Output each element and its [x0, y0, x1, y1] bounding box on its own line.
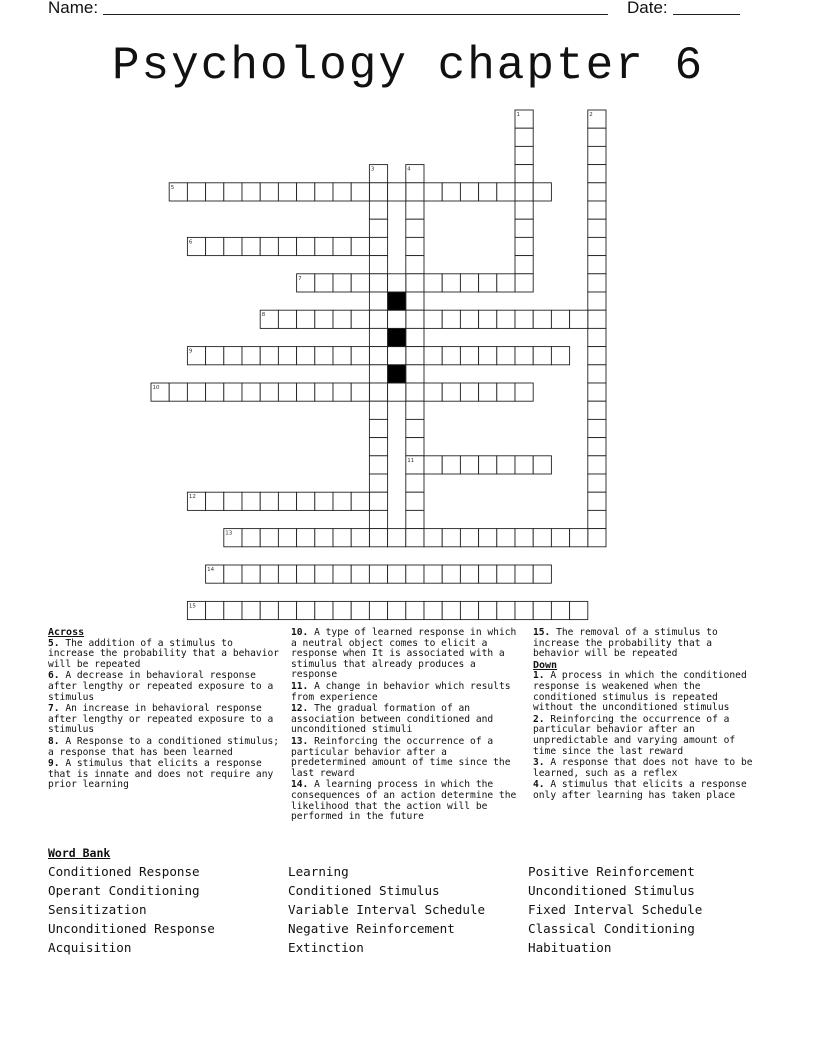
grid-cell[interactable] [260, 565, 278, 583]
name-label: Name: [48, 0, 99, 17]
grid-cell[interactable] [406, 601, 424, 619]
grid-cell[interactable] [297, 183, 315, 201]
grid-cell[interactable] [588, 328, 606, 346]
grid-cell[interactable] [242, 383, 260, 401]
grid-cell[interactable] [406, 438, 424, 456]
clue-column-3 [533, 628, 761, 803]
grid-cell[interactable] [388, 183, 406, 201]
grid-cell[interactable] [460, 183, 478, 201]
grid-cell[interactable] [242, 183, 260, 201]
grid-cell[interactable] [497, 529, 515, 547]
grid-cell[interactable] [315, 601, 333, 619]
grid-cell[interactable] [260, 183, 278, 201]
grid-cell[interactable] [515, 274, 533, 292]
grid-cell[interactable] [460, 529, 478, 547]
grid-cell[interactable] [424, 383, 442, 401]
grid-cell[interactable] [442, 347, 460, 365]
grid-cell[interactable] [333, 529, 351, 547]
grid-cell[interactable] [515, 310, 533, 328]
grid-block [388, 328, 406, 346]
grid-cell[interactable] [588, 401, 606, 419]
grid-cell[interactable] [297, 565, 315, 583]
grid-cell[interactable] [260, 237, 278, 255]
clue-number-label: 8 [261, 312, 266, 319]
word-bank-item: Positive Reinforcement [528, 864, 695, 879]
grid-cell[interactable] [297, 237, 315, 255]
grid-cell[interactable] [369, 565, 387, 583]
grid-cell[interactable] [333, 183, 351, 201]
grid-cell[interactable] [515, 383, 533, 401]
grid-cell[interactable] [551, 347, 569, 365]
grid-cell[interactable] [570, 601, 588, 619]
grid-cell[interactable] [351, 492, 369, 510]
grid-cell[interactable] [533, 310, 551, 328]
grid-cell[interactable] [424, 601, 442, 619]
word-bank-item: Classical Conditioning [528, 921, 695, 936]
grid-cell[interactable] [442, 274, 460, 292]
grid-cell[interactable] [424, 274, 442, 292]
clue-number-label: 12 [188, 494, 196, 501]
grid-cell[interactable] [369, 237, 387, 255]
grid-cell[interactable] [588, 183, 606, 201]
grid-cell[interactable] [588, 219, 606, 237]
down-heading: Down [533, 659, 558, 671]
grid-cell[interactable] [297, 347, 315, 365]
grid-cell[interactable] [588, 419, 606, 437]
word-bank-item: Conditioned Response [48, 864, 200, 879]
grid-cell[interactable] [369, 201, 387, 219]
grid-cell[interactable] [369, 365, 387, 383]
grid-cell[interactable] [497, 274, 515, 292]
grid-cell[interactable] [369, 601, 387, 619]
grid-cell[interactable] [369, 310, 387, 328]
grid-cell[interactable] [351, 310, 369, 328]
clue-number-label: 13 [225, 530, 233, 537]
clue-down: 3. A response that does not have to be learned, such as a reflex [533, 757, 753, 779]
grid-cell[interactable] [533, 601, 551, 619]
grid-cell[interactable] [406, 274, 424, 292]
grid-cell[interactable] [224, 565, 242, 583]
grid-cell[interactable] [515, 128, 533, 146]
grid-cell[interactable] [351, 274, 369, 292]
grid-cell[interactable] [260, 383, 278, 401]
grid-cell[interactable] [406, 347, 424, 365]
grid-cell[interactable] [442, 383, 460, 401]
grid-cell[interactable] [479, 383, 497, 401]
grid-cell[interactable] [515, 256, 533, 274]
clue-across: 12. The gradual formation of an association between conditioned and unconditioned stimuli [291, 703, 494, 736]
grid-cell[interactable] [515, 237, 533, 255]
grid-cell[interactable] [351, 383, 369, 401]
clue-number-label: 2 [589, 112, 593, 118]
grid-cell[interactable] [333, 601, 351, 619]
grid-cell[interactable] [442, 183, 460, 201]
clue-column-1 [48, 628, 282, 792]
grid-cell[interactable] [242, 565, 260, 583]
grid-cell[interactable] [479, 274, 497, 292]
clue-across: 15. The removal of a stimulus to increase the probability that a behavior will be repeated [533, 627, 718, 660]
grid-cell[interactable] [333, 492, 351, 510]
date-label: Date: [627, 0, 668, 17]
clue-across: 10. A type of learned response in which a neutral object comes to elicit a response when It is associated with a stimulus that already produces a response [291, 627, 517, 681]
grid-cell[interactable] [278, 347, 296, 365]
clue-across: 7. An increase in behavioral response after lengthy or repeated exposure to a stimulus [48, 703, 274, 736]
grid-cell[interactable] [187, 383, 205, 401]
grid-cell[interactable] [460, 383, 478, 401]
grid-cell[interactable] [479, 601, 497, 619]
clue-number-label: 10 [152, 385, 160, 391]
grid-cell[interactable] [442, 310, 460, 328]
grid-cell[interactable] [369, 419, 387, 437]
grid-cell[interactable] [460, 274, 478, 292]
grid-cell[interactable] [588, 365, 606, 383]
grid-cell[interactable] [497, 183, 515, 201]
grid-cell[interactable] [533, 456, 551, 474]
grid-cell[interactable] [369, 492, 387, 510]
grid-cell[interactable] [588, 383, 606, 401]
grid-cell[interactable] [588, 347, 606, 365]
word-bank-item: Learning [288, 864, 349, 879]
grid-cell[interactable] [278, 237, 296, 255]
grid-cell[interactable] [369, 510, 387, 528]
grid-cell[interactable] [351, 183, 369, 201]
grid-cell[interactable] [588, 510, 606, 528]
grid-cell[interactable] [224, 492, 242, 510]
grid-cell[interactable] [315, 274, 333, 292]
grid-cell[interactable] [406, 219, 424, 237]
word-bank-item: Unconditioned Stimulus [528, 883, 695, 898]
grid-cell[interactable] [224, 383, 242, 401]
grid-cell[interactable] [406, 183, 424, 201]
grid-cell[interactable] [588, 146, 606, 164]
grid-cell[interactable] [406, 492, 424, 510]
grid-cell[interactable] [406, 565, 424, 583]
grid-cell[interactable] [460, 601, 478, 619]
clue-down: 2. Reinforcing the occurrence of a particular behavior after an unpredictable and varying amount of time since the last reward [533, 713, 736, 757]
word-bank-item: Habituation [528, 940, 612, 955]
grid-cell[interactable] [169, 383, 187, 401]
grid-cell[interactable] [278, 601, 296, 619]
grid-cell[interactable] [260, 601, 278, 619]
clue-number-label: 11 [407, 457, 415, 464]
grid-cell[interactable] [570, 529, 588, 547]
grid-cell[interactable] [497, 347, 515, 365]
grid-cell[interactable] [406, 383, 424, 401]
grid-cell[interactable] [333, 565, 351, 583]
grid-cell[interactable] [588, 165, 606, 183]
grid-cell[interactable] [297, 383, 315, 401]
grid-cell[interactable] [369, 383, 387, 401]
clue-number-label: 14 [207, 567, 215, 573]
clue-number-label: 9 [188, 348, 193, 355]
grid-cell[interactable] [551, 529, 569, 547]
grid-cell[interactable] [497, 383, 515, 401]
grid-cell[interactable] [406, 256, 424, 274]
grid-cell[interactable] [369, 529, 387, 547]
grid-cell[interactable] [369, 401, 387, 419]
grid-cell[interactable] [224, 601, 242, 619]
grid-cell[interactable] [351, 601, 369, 619]
grid-cell[interactable] [406, 529, 424, 547]
grid-cell[interactable] [206, 183, 224, 201]
grid-cell[interactable] [533, 565, 551, 583]
grid-cell[interactable] [588, 492, 606, 510]
grid-cell[interactable] [369, 347, 387, 365]
grid-cell[interactable] [333, 383, 351, 401]
grid-cell[interactable] [515, 601, 533, 619]
grid-cell[interactable] [515, 165, 533, 183]
grid-cell[interactable] [242, 529, 260, 547]
grid-cell[interactable] [424, 456, 442, 474]
grid-cell[interactable] [242, 492, 260, 510]
grid-cell[interactable] [242, 237, 260, 255]
grid-cell[interactable] [260, 492, 278, 510]
grid-cell[interactable] [187, 183, 205, 201]
grid-cell[interactable] [442, 456, 460, 474]
grid-cell[interactable] [551, 601, 569, 619]
grid-cell[interactable] [315, 492, 333, 510]
grid-cell[interactable] [588, 529, 606, 547]
grid-cell[interactable] [369, 474, 387, 492]
grid-block [388, 292, 406, 310]
grid-cell[interactable] [224, 237, 242, 255]
grid-cell[interactable] [588, 474, 606, 492]
page-title: Psychology chapter 6 [111, 40, 705, 92]
grid-cell[interactable] [588, 438, 606, 456]
clue-down: 4. A stimulus that elicits a response only after learning has taken place [533, 779, 747, 801]
grid-cell[interactable] [479, 310, 497, 328]
word-bank-heading: Word Bank [48, 846, 111, 860]
clue-number-label: 15 [188, 603, 196, 610]
grid-cell[interactable] [588, 292, 606, 310]
grid-cell[interactable] [369, 183, 387, 201]
grid-cell[interactable] [533, 183, 551, 201]
grid-cell[interactable] [479, 183, 497, 201]
grid-cell[interactable] [315, 565, 333, 583]
grid-cell[interactable] [206, 492, 224, 510]
grid-cell[interactable] [369, 328, 387, 346]
grid-cell[interactable] [351, 565, 369, 583]
grid-cell[interactable] [278, 183, 296, 201]
grid-cell[interactable] [351, 529, 369, 547]
grid-cell[interactable] [388, 565, 406, 583]
grid-cell[interactable] [551, 310, 569, 328]
grid-cell[interactable] [388, 347, 406, 365]
grid-cell[interactable] [570, 310, 588, 328]
grid-cell[interactable] [588, 274, 606, 292]
clue-across: 13. Reinforcing the occurrence of a particular behavior after a predetermined amount of time since the last reward [291, 735, 511, 779]
grid-cell[interactable] [442, 565, 460, 583]
grid-cell[interactable] [588, 237, 606, 255]
grid-cell[interactable] [515, 183, 533, 201]
grid-cell[interactable] [424, 529, 442, 547]
grid-cell[interactable] [333, 347, 351, 365]
grid-cell[interactable] [424, 347, 442, 365]
word-bank-item: Unconditioned Response [48, 921, 215, 936]
grid-cell[interactable] [406, 310, 424, 328]
grid-cell[interactable] [315, 310, 333, 328]
grid-cell[interactable] [369, 219, 387, 237]
grid-cell[interactable] [315, 237, 333, 255]
grid-cell[interactable] [315, 183, 333, 201]
grid-cell[interactable] [515, 529, 533, 547]
grid-cell[interactable] [588, 128, 606, 146]
grid-cell[interactable] [533, 529, 551, 547]
grid-cell[interactable] [206, 237, 224, 255]
grid-cell[interactable] [315, 347, 333, 365]
grid-cell[interactable] [424, 565, 442, 583]
grid-cell[interactable] [515, 565, 533, 583]
grid-cell[interactable] [224, 183, 242, 201]
grid-cell[interactable] [406, 365, 424, 383]
clue-number-label: 3 [370, 166, 375, 173]
clue-across: 11. A change in behavior which results from experience [291, 680, 511, 703]
grid-cell[interactable] [297, 601, 315, 619]
grid-cell[interactable] [588, 201, 606, 219]
word-bank-item: Extinction [288, 940, 364, 955]
grid-cell[interactable] [406, 328, 424, 346]
word-bank-item: Operant Conditioning [48, 883, 200, 898]
grid-cell[interactable] [369, 256, 387, 274]
word-bank-item: Conditioned Stimulus [288, 883, 440, 898]
grid-cell[interactable] [479, 529, 497, 547]
word-bank-item: Acquisition [48, 940, 132, 955]
grid-cell[interactable] [278, 383, 296, 401]
grid-cell[interactable] [260, 347, 278, 365]
clue-down: 1. A process in which the conditioned response is weakened when the conditioned stimulus is repeated without the unconditioned stimulus [533, 670, 747, 714]
across-heading: Across [48, 627, 85, 638]
grid-cell[interactable] [315, 529, 333, 547]
grid-cell[interactable] [406, 201, 424, 219]
grid-cell[interactable] [497, 456, 515, 474]
grid-cell[interactable] [479, 565, 497, 583]
grid-cell[interactable] [224, 347, 242, 365]
clue-across: 5. The addition of a stimulus to increase the probability that a behavior will be repeated [48, 637, 280, 670]
clue-number-label: 1 [516, 112, 520, 118]
grid-cell[interactable] [406, 292, 424, 310]
grid-cell[interactable] [424, 183, 442, 201]
clue-across: 14. A learning process in which the consequences of an action determine the likelihood that the action will be performed in the future [291, 779, 517, 823]
grid-cell[interactable] [388, 310, 406, 328]
grid-cell[interactable] [479, 456, 497, 474]
grid-cell[interactable] [460, 565, 478, 583]
clue-column-2 [291, 628, 519, 824]
grid-cell[interactable] [351, 347, 369, 365]
grid-cell[interactable] [497, 601, 515, 619]
grid-cell[interactable] [533, 347, 551, 365]
grid-cell[interactable] [588, 256, 606, 274]
grid-cell[interactable] [388, 274, 406, 292]
word-bank-item: Fixed Interval Schedule [528, 902, 703, 917]
grid-cell[interactable] [497, 565, 515, 583]
grid-cell[interactable] [388, 383, 406, 401]
grid-cell[interactable] [388, 529, 406, 547]
grid-cell[interactable] [278, 565, 296, 583]
grid-cell[interactable] [515, 146, 533, 164]
grid-cell[interactable] [515, 219, 533, 237]
grid-cell[interactable] [406, 510, 424, 528]
grid-cell[interactable] [297, 310, 315, 328]
grid-cell[interactable] [297, 492, 315, 510]
grid-cell[interactable] [315, 383, 333, 401]
word-bank-item: Negative Reinforcement [288, 921, 455, 936]
grid-cell[interactable] [369, 438, 387, 456]
word-bank-item: Sensitization [48, 902, 147, 917]
clue-number-label: 6 [188, 239, 193, 246]
grid-cell[interactable] [588, 310, 606, 328]
grid-cell[interactable] [460, 347, 478, 365]
grid-cell[interactable] [442, 529, 460, 547]
grid-cell[interactable] [515, 347, 533, 365]
grid-cell[interactable] [424, 310, 442, 328]
word-bank-item: Variable Interval Schedule [288, 902, 486, 917]
grid-cell[interactable] [278, 310, 296, 328]
clue-number-label: 5 [170, 184, 175, 191]
grid-cell[interactable] [388, 601, 406, 619]
grid-cell[interactable] [497, 310, 515, 328]
grid-cell[interactable] [297, 529, 315, 547]
grid-cell[interactable] [515, 456, 533, 474]
grid-cell[interactable] [460, 310, 478, 328]
grid-cell[interactable] [406, 419, 424, 437]
grid-cell[interactable] [333, 274, 351, 292]
grid-cell[interactable] [206, 601, 224, 619]
grid-cell[interactable] [206, 347, 224, 365]
grid-cell[interactable] [278, 492, 296, 510]
grid-cell[interactable] [369, 292, 387, 310]
grid-cell[interactable] [369, 274, 387, 292]
clue-number-label: 7 [298, 275, 302, 282]
grid-cell[interactable] [406, 237, 424, 255]
grid-cell[interactable] [351, 237, 369, 255]
grid-cell[interactable] [479, 347, 497, 365]
grid-cell[interactable] [206, 383, 224, 401]
grid-cell[interactable] [588, 456, 606, 474]
grid-cell[interactable] [242, 347, 260, 365]
grid-cell[interactable] [406, 474, 424, 492]
clue-across: 8. A Response to a conditioned stimulus; a response that has been learned [48, 735, 280, 758]
clue-number-label: 4 [407, 166, 411, 173]
grid-cell[interactable] [333, 310, 351, 328]
grid-cell[interactable] [406, 401, 424, 419]
grid-cell[interactable] [333, 237, 351, 255]
grid-cell[interactable] [369, 456, 387, 474]
grid-cell[interactable] [515, 201, 533, 219]
grid-cell[interactable] [442, 601, 460, 619]
grid-block [388, 365, 406, 383]
grid-cell[interactable] [260, 529, 278, 547]
clue-across: 9. A stimulus that elicits a response that is innate and does not require any prior learning [48, 758, 274, 791]
grid-cell[interactable] [242, 601, 260, 619]
grid-cell[interactable] [460, 456, 478, 474]
grid-cell[interactable] [278, 529, 296, 547]
clue-across: 6. A decrease in behavioral response after lengthy or repeated exposure to a stimulus [48, 670, 274, 703]
